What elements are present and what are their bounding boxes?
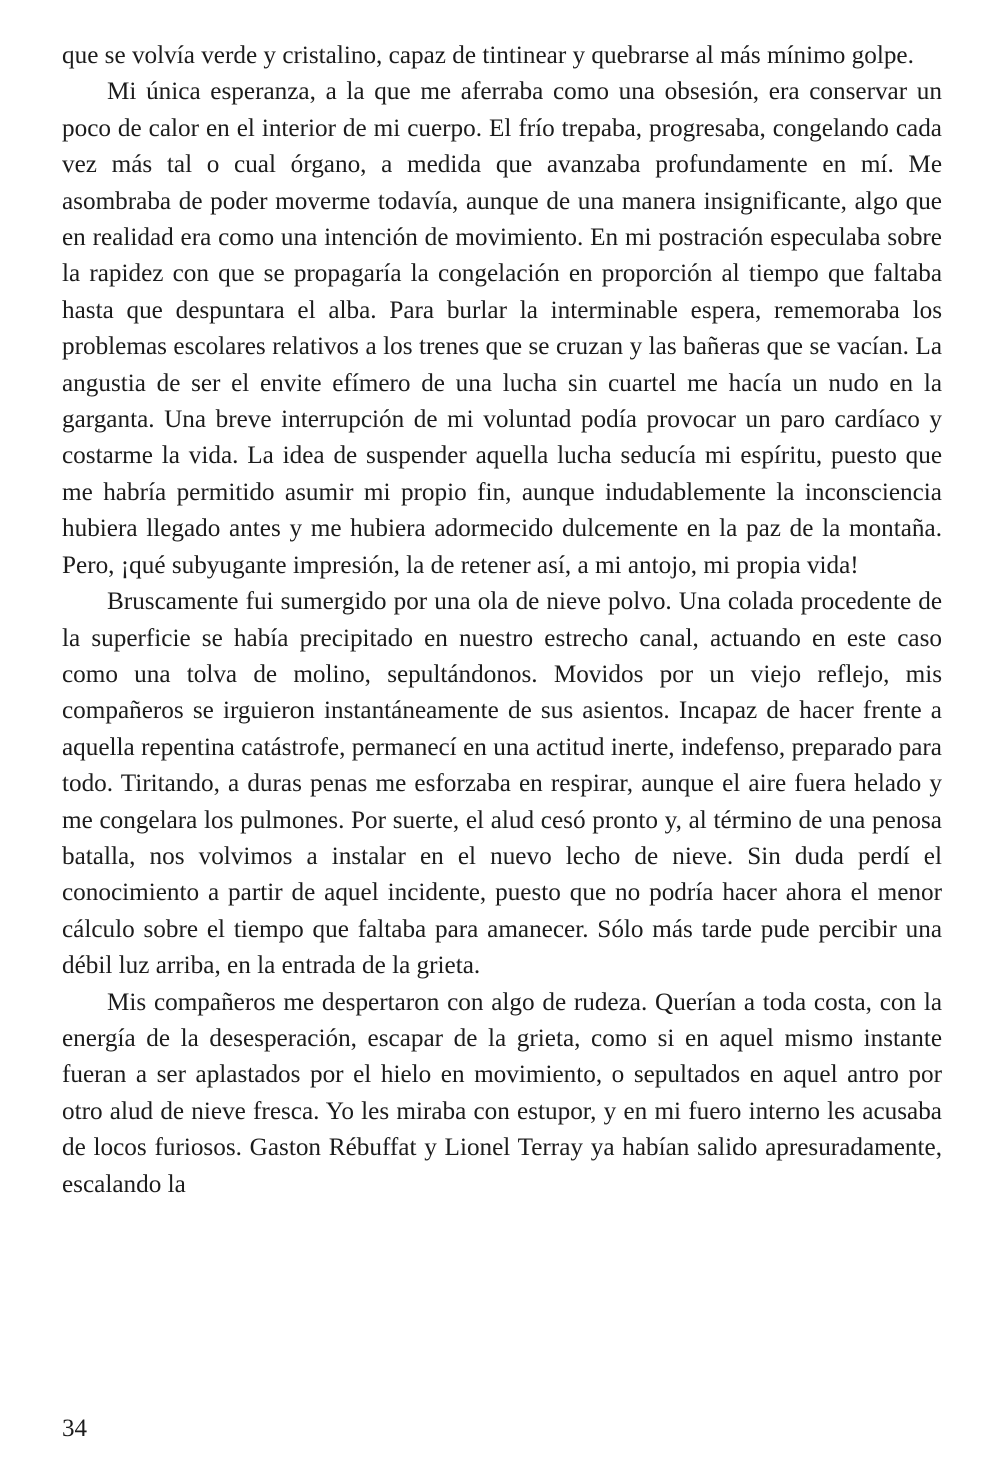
- paragraph-avalanche: Bruscamente fui sumergido por una ola de nieve polvo. Una colada procedente de la superficie se había precipitado en nuestro estrecho canal, actuando en este caso como una tolva de molino, sepultándonos. Movidos por un viejo reflejo, mis compañeros se irguieron instantáneamente de sus asientos. Incapaz de hacer frente a aquella repentina catástrofe, permanecí en una actitud inerte, indefenso, preparado para todo. Tiritando, a duras penas me esforzaba en respirar, aunque el aire fuera helado y me congelara los pulmones. Por suerte, el alud cesó pronto y, al término de una penosa batalla, nos volvimos a instalar en el nuevo lecho de nieve. Sin duda perdí el conocimiento a partir de aquel incidente, puesto que no podría hacer ahora el menor cálculo sobre el tiempo que faltaba para amanecer. Sólo más tarde pude percibir una débil luz arriba, en la entrada de la grieta.: [62, 588, 942, 980]
- paragraph-companions: Mis compañeros me despertaron con algo de rudeza. Querían a toda costa, con la energía de la desesperación, escapar de la grieta, como si en aquel mismo instante fueran a ser aplastados por el hielo en movimiento, o sepultados en aquel antro por otro alud de nieve fresca. Yo les miraba con estupor, y en mi fuero interno les acusaba de locos furiosos. Gaston Rébuffat y Lionel Terray ya habían salido apresuradamente, escalando la: [62, 988, 942, 1198]
- paragraph-hope: Mi única esperanza, a la que me aferraba como una obsesión, era conservar un poco de calor en el interior de mi cuerpo. El frío trepaba, progresaba, congelando cada vez más tal o cual órgano, a medida que avanzaba profundamente en mí. Me asombraba de poder moverme todavía, aunque de una manera insignificante, algo que en realidad era como una intención de movimiento. En mi postración especulaba sobre la rapidez con que se propagaría la congelación en proporción al tiempo que faltaba hasta que despuntara el alba. Para burlar la interminable espera, rememoraba los problemas escolares relativos a los trenes que se cruzan y las bañeras que se vacían. La angustia de ser el envite efímero de una lucha sin cuartel me hacía un nudo en la garganta. Una breve interrupción de mi voluntad podía provocar un paro cardíaco y costarme la vida. La idea de suspender aquella lucha seducía mi espíritu, puesto que me habría permitido asumir mi propio fin, aunque indudablemente la inconsciencia hubiera llegado antes y me hubiera adormecido dulcemente en la paz de la montaña. Pero, ¡qué subyugante impresión, la de retener así, a mi antojo, mi propia vida!: [62, 78, 942, 579]
- page-body: [62, 38, 942, 1203]
- paragraph-continuation: que se volvía verde y cristalino, capaz de tintinear y quebrarse al más mínimo golpe.: [62, 42, 914, 69]
- page-number: 34: [62, 1415, 87, 1442]
